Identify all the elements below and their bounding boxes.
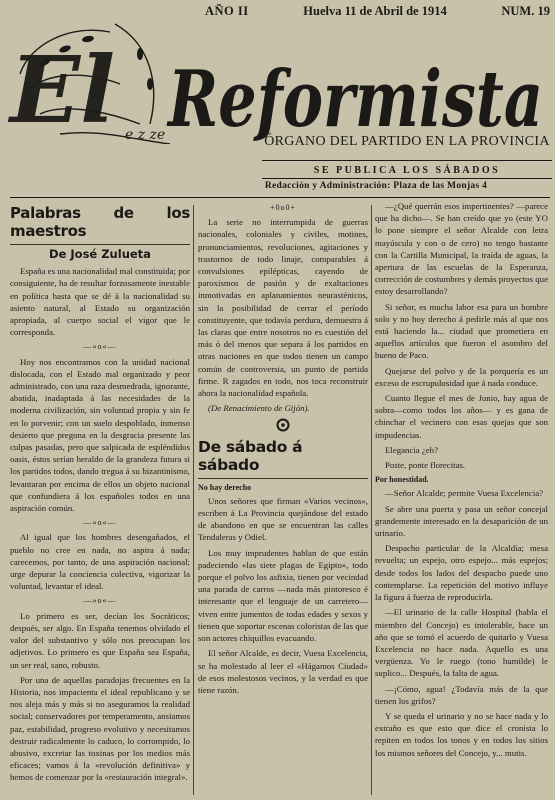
title-rule bbox=[198, 478, 368, 479]
year-label: AÑO II bbox=[205, 3, 249, 18]
article-title: Palabras de los maestros bbox=[10, 204, 190, 240]
organ-subtitle: ÓRGANO DEL PARTIDO EN LA PROVINCIA bbox=[264, 134, 550, 149]
column-2 bbox=[198, 200, 368, 699]
column-3 bbox=[375, 200, 548, 762]
paragraph: Cuanto llegue el mes de Junio, hay agua de sobra—como todos los años— y es gana de chinchar el vecinero con esas quejas que son impudencias. bbox=[375, 393, 548, 440]
column-divider-1 bbox=[193, 205, 194, 795]
separator: +0o0+ bbox=[269, 203, 297, 212]
paragraph: El señor Alcalde, es decir, Vuesa Excelencia, se ha molestado al leer el «Hágamos Ciudad» de esos molestosos vecinos, y la verdad es que tiene razón. bbox=[198, 648, 368, 695]
paragraph: —¡Cómo, agua! ¿Todavía más de la que tienen los grifos? bbox=[375, 683, 548, 706]
separator: —»o«— bbox=[83, 342, 117, 352]
column-1 bbox=[10, 200, 190, 787]
issue-number: NUM. 19 bbox=[501, 3, 550, 18]
separator: —»o«— bbox=[83, 518, 117, 528]
publication-schedule: SE PUBLICA LOS SÁBADOS bbox=[313, 165, 501, 176]
paragraph: España es una nacionalidad mal constituida; por consiguiente, ha de resultar forzosamente inestable en política hasta que se dé á la nacionalidad su asiento natural, al Estado su organización apropiada, al cuerpo social el vigor que le corresponda. bbox=[10, 266, 190, 338]
paragraph: Al igual que los hombres desengañados, el pueblo no cree en nada, no aspira á nada; carecemos, por tanto, de una aspiración nacional; urge depurar la conciencia colectiva, vigorizar la voluntad, levantar el ideal. bbox=[10, 532, 190, 592]
paragraph: Hoy nos encontramos con la unidad nacional dislocada, con el Estado mal organizado y peor administrado, con una raza desmedrada, ignorante, abatida, inadaptada á las necesidades de la moderna civilización, sin voluntad propia y sin fe en lo porvenir; con un suelo despoblado, inmenso desierto que pregona en la desgracia presente las culpas pasadas, pero que salpicada de espléndidos oasis, éstos serían heraldo de la grandeza futura si los partidos todos, dando tregua á su bizantinismo, levantaran por encima de ellos un objeto nacional que confundiera á los españoles todos en una aspiración común. bbox=[10, 356, 190, 514]
paragraph: Elegancia ¿eh? bbox=[385, 444, 438, 455]
rule-mid bbox=[262, 178, 552, 179]
paragraph: Despacho particular de la Alcaldía; mesa revuelta; un espejo, otro espejo... más espejos; desde todos los lados del despacho puede uno contemplarse. La repetición del motivo influye la figura á fuerza de reproducirla. bbox=[375, 543, 548, 603]
section-subhead: No hay derecho bbox=[198, 482, 252, 492]
paragraph: —El urinario de la calle Hospital (habla el miembro del Concejo) es intolerable, hace un año que se tomó el acuerdo de quitarlo y Vuesa Excelencia no hace nada. Aquello es una vergüenza. Yo le ruego (tono humilde) le suplico... Después, la falta de agua. bbox=[375, 607, 548, 679]
paragraph: —¿Qué querrán esos impertinentes? —parece que ha dicho—. Se han creído que yo (este YO lo pone siempre el señor Alcalde con letra mayúscula y con o de cero) no tengo bastante con la Cartilla Municipal, la traída de aguas, la apertura de las escuelas de la Esperanza, corrección de costumbres y demás proyectos que estoy desarrollando? bbox=[375, 201, 548, 297]
paragraph: Los muy imprudentes hablan de que están padeciendo «las siete plagas de Egipto», todo porque el polvo los asfixia, tienen por vecindad una parada de carros —nada más pintoresco é interesante que el lenguaje de un carretero— viven entre jumentos de todas edades y sexos y tienen que soportar escenas coloristas de las que son actores chiquillos evacuando. bbox=[198, 547, 368, 644]
rule-header-bottom bbox=[10, 197, 550, 198]
paragraph: La serie no interrumpida de guerras nacionales, coloniales y civiles, motines, pronunciamientos, revoluciones, agitaciones y trastornos de todo linaje, comparables á convulsiones epilépticas, cayendo de paroxismos de pasión y de exaltaciones inmotivadas en aplanamientos neurasténicos, sin la posibilidad de cerrar el período constituyente, que todavía perdura, demuestra á las claras que entre nosotros no es cuestión del más ó del menos que separa á los partidos en otras naciones en que todos tienen un campo común de controversia, un punto de partida firme. R zagados en todo, nos toca reconstruir ahora la nacionalidad española. bbox=[198, 217, 368, 399]
editorial-address: Redacción y Administración: Plaza de las Monjas 4 bbox=[264, 181, 488, 191]
article-source: (De Renacimiento de Gijón). bbox=[208, 403, 310, 414]
paragraph: Lo primero es ser, decían los Socráticos; después, ser algo. En España tenemos olvidado el valor del substantivo y sólo nos preocupan los adjetivos. Lo primero es que España sea España, un ser real, sano, robusto. bbox=[10, 610, 190, 670]
paragraph: Y se queda el urinario y no se hace nada y lo extraño es que esto que dice el cronista lo repiten en todos los tonos y en todos los sitios los mismos señores del Concejo, y... mutis. bbox=[375, 710, 548, 758]
place-date: Huelva 11 de Abril de 1914 bbox=[303, 3, 447, 18]
paragraph: —Señor Alcalde; permite Vuesa Excelencia? bbox=[385, 488, 544, 499]
paragraph: Si señor, es mucha labor esa para un hombre solo y no hoy derecho á pedirle más al que nos está haciendo la... ciudad que prometiera en aquellos artículos que fueron el asombro del bueno de Paco. bbox=[375, 301, 548, 361]
section-title: De sábado á sábado bbox=[198, 437, 303, 474]
paragraph: Unos señores que firman «Varios vecinos», escriben á La Provincia quejándose del estado de abandono en que se encuentran las calles Tendaleras y Odiel. bbox=[198, 495, 368, 543]
masthead-title bbox=[0, 14, 555, 144]
column-divider-2 bbox=[371, 205, 372, 795]
paragraph: Por una de aquellas paradojas frecuentes en la Historia, nos impacienta el ideal republicano y se nos aleja más y más si no aseguramos la realidad social; conservadores por temperamento, ansiamos paz, estabilidad, progreso evolutivo y necesitamos destruir radicalmente lo caduco, lo corrompido, lo abusivo, excretar las toxinas por los medios más eficaces; vamos á la «revolución definitiva» y hemos de comenzar por la «restauración integral». bbox=[10, 674, 190, 783]
svg-text:El: El bbox=[10, 36, 116, 144]
svg-text:Reformista: Reformista bbox=[166, 54, 543, 144]
rule-top bbox=[262, 160, 552, 161]
paragraph: Poste, ponte florecitas. bbox=[385, 460, 466, 471]
ornament-icon bbox=[198, 418, 368, 435]
article-byline: De José Zulueta bbox=[49, 247, 151, 261]
paragraph: Quejarse del polvo y de la porquería es un exceso de escrupulosidad que á nada conduce. bbox=[375, 365, 548, 388]
title-rule bbox=[10, 244, 190, 245]
separator: —»o«— bbox=[83, 596, 117, 606]
section-subhead: Por honestidad. bbox=[375, 475, 429, 485]
svg-text:e z ze: e z ze bbox=[125, 127, 166, 143]
paragraph: Se abre una puerta y pasa un señor concejal grandemente interesado en la desaparición de un urinario. bbox=[375, 503, 548, 539]
